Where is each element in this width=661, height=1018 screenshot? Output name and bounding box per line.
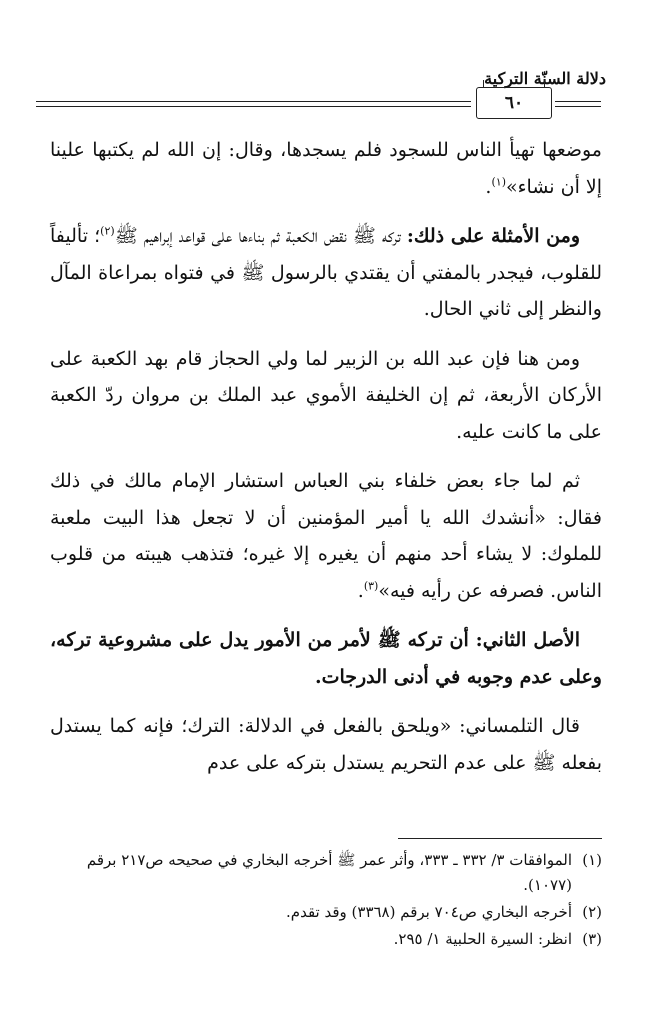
paragraph-text: قال التلمساني: «ويلحق بالفعل في الدلالة: الترك؛ فإنه كما يستدل بفعله ﷺ على عدم التحريم يستدل بتركه على عدم [50, 715, 602, 774]
paragraph-tail: . [485, 175, 492, 198]
page-number-box [476, 87, 552, 119]
paragraph-tail: . [357, 579, 364, 602]
header-rule [36, 106, 471, 107]
paragraph-4 [50, 463, 602, 609]
frame-tick [483, 80, 484, 88]
header-rule [555, 106, 601, 107]
body-text [50, 132, 602, 794]
paragraph-6 [50, 708, 602, 781]
header-rule [555, 101, 601, 102]
paragraph-2 [50, 218, 602, 328]
paragraph-text: موضعها تهيأ الناس للسجود فلم يسجدها، وقال: إن الله لم يكتبها علينا إلا أن نشاء» [50, 139, 602, 198]
footnote-separator [398, 838, 602, 839]
footnote-ref[interactable]: (٣) [363, 579, 379, 593]
paragraph-text: ؛ تأليفاً للقلوب، فيجدر بالمفتي أن يقتدي بالرسول ﷺ في فتواه بمراعاة المآل والنظر إلى ثاني الحال. [50, 225, 602, 320]
footnote-ref[interactable]: (١) [491, 175, 506, 189]
footnote [50, 848, 602, 898]
frame-tick [544, 80, 545, 88]
footnote-text: الموافقات ٣/ ٣٣٢ ـ ٣٣٣، وأثر عمر ﷺ أخرجه البخاري في صحيحه ص٢١٧ برقم (١٠٧٧). [86, 851, 572, 894]
footnote-text: أخرجه البخاري ص٧٠٤ برقم (٣٣٦٨) وقد تقدم. [286, 903, 572, 921]
footnote [50, 927, 602, 952]
paragraph-text: تركه ﷺ نقض الكعبة ثم بناءها على قواعد إبراهيم ﷺ [114, 225, 407, 247]
paragraph-1 [50, 132, 602, 205]
paragraph-3 [50, 341, 602, 451]
footnote [50, 900, 602, 925]
footnote-number: (١) [582, 851, 602, 869]
footnote-text: انظر: السيرة الحلبية ١/ ٢٩٥. [393, 930, 572, 948]
footnotes [50, 848, 602, 954]
header-rule [36, 101, 471, 102]
paragraph-text: ومن هنا فإن عبد الله بن الزبير لما ولي الحجاز قام بهد الكعبة على الأركان الأربعة، ثم إن الخليفة الأموي عبد الملك بن مروان ردّ الكعبة على ما كانت عليه. [50, 347, 602, 443]
page-number: ٦٠ [504, 93, 524, 113]
footnote-number: (٣) [582, 930, 602, 948]
running-title: دلالة السنّة التركية [484, 69, 606, 88]
footnote-number: (٢) [582, 903, 602, 921]
section-heading-text: الأصل الثاني: أن تركه ﷺ لأمر من الأمور يدل على مشروعية تركه، وعلى عدم وجوبه في أدنى الدرجات. [50, 629, 602, 688]
paragraph-lead: ومن الأمثلة على ذلك: [406, 225, 580, 247]
footnote-ref[interactable]: (٢) [100, 224, 115, 238]
section-heading [50, 622, 602, 695]
paragraph-text: ثم لما جاء بعض خلفاء بني العباس استشار الإمام مالك في ذلك فقال: «أنشدك الله يا أمير المؤمنين أن لا تجعل هذا البيت ملعبة للملوك: لا يشاء أحد منهم أن يغيره إلا غيره؛ فتذهب هيبته من قلوب الناس. فصرفه عن رأيه فيه» [50, 470, 602, 602]
